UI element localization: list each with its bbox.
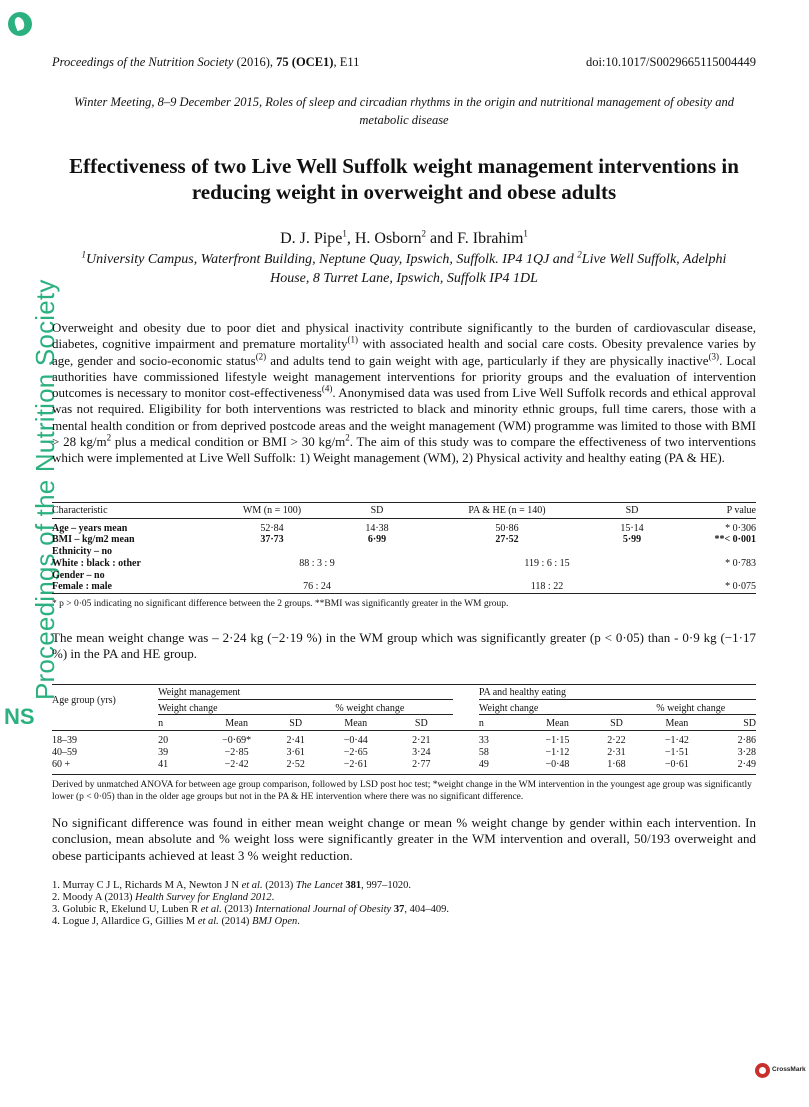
crossmark-label: CrossMark <box>772 1066 806 1073</box>
table2-column-header-row: n Mean SD Mean SD n Mean SD Mean SD <box>52 715 756 731</box>
table-row: 18–39 20 −0·69* 2·41 −0·44 2·21 33 −1·15 2·22 −1·42 2·86 <box>52 735 756 747</box>
abstract-paragraph-1: Overweight and obesity due to poor diet and physical inactivity contribute significantly to the burden of cardiovascular disease, diabetes, cognitive impairment and premature mortality$^{(1)}$ with associated health and social care costs. Obesity prevalence varies by age, gender and socio-economic status$^{(2)}$ and adults tend to gain weight with age, particularly if they are physically inactive$^{(3)}$. Local authorities have commissioned lifestyle weight management interventions for priority groups and the evaluation of intervention outcomes is necessary to monitor cost-effectiveness$^{(4)}$. Anonymised data was used from Live Well Suffolk records and ethical approval was not required. Eligibility for both interventions was restricted to black and minority ethnic groups, full time carers, those with a mental health condition or from deprived postcode areas and the weight management (WM) programme was limited to those with BMI > 28 $kg/m^2$ plus a medical condition or BMI > 30 $kg/m^2$. The aim of this study was to compare the effectiveness of two interventions which were implemented at Live Well Suffolk: 1) Weight management (WM), 2) Physical activity and healthy eating (PA & HE). <box>52 320 756 466</box>
reference-item: 1. Murray C J L, Richards M A, Newton J N et al. (2013) The Lancet 381, 997–1020. <box>52 880 412 891</box>
table2-subgroup-row: Weight change % weight change Weight change % weight change <box>52 699 756 715</box>
table1-header-row: Characteristic WM (n = 100) SD PA & HE (n = 140) SD P value <box>52 505 756 516</box>
sidebar-journal-name: Proceedings of the Nutrition Society <box>30 279 60 700</box>
references <box>52 880 756 928</box>
doi[interactable]: doi:10.1017/S0029665115004449 <box>585 55 756 69</box>
conclusion-paragraph: No significant difference was found in either mean weight change or mean % weight change by gender within each intervention. In conclusion, mean absolute and % weight loss were significantly greater in the WM intervention and overall, 50/193 overweight and obese participants achieved at least 3 % weight reduction. <box>52 815 756 863</box>
meeting-line: Winter Meeting, 8–9 December 2015, Roles of sleep and circadian rhythms in the origin and nutritional management of obesity and metabolic disease <box>74 95 734 127</box>
table1-footnote: * p > 0·05 indicating no significant difference between the 2 groups. **BMI was significantly greater in the WM group. <box>52 599 509 609</box>
table-row: Female : male 76 : 24 118 : 22 * 0·075 <box>52 581 756 593</box>
authors: D. J. Pipe$^1$, H. Osborn$^2$ and F. Ibrahim$^1$ <box>280 228 528 247</box>
results-paragraph: The mean weight change was – 2·24 kg (−2·19 %) in the WM group which was significantly greater (p < 0·05) than - 0·9 kg (−1·17 %) in the PA and HE group. <box>52 630 756 662</box>
table1 <box>52 505 756 593</box>
table2-top-rule <box>52 684 756 685</box>
table1-bottom-rule <box>52 593 756 594</box>
table2-group-row: Age group (yrs) Weight management PA and healthy eating <box>52 687 756 699</box>
table-row: Gender – no <box>52 569 105 581</box>
reference-item: 3. Golubic R, Ekelund U, Luben R et al. (2013) International Journal of Obesity 37, 404–409. <box>52 903 449 915</box>
reference-item: 4. Logue J, Allardice G, Gillies M et al. (2014) BMJ Open. <box>52 915 300 927</box>
table-row: Ethnicity – no <box>52 546 113 558</box>
ns-logo-icon: NS <box>4 704 35 729</box>
table2-footnote: Derived by unmatched ANOVA for between age group comparison, followed by LSD post hoc test; *weight change in the WM intervention in the youngest age group was significantly lower (p < 0·05) than in the older age groups but not in the PA & HE intervention where there was no significant difference. <box>52 780 752 802</box>
crossmark-badge[interactable] <box>755 1063 809 1079</box>
table2-bottom-rule <box>52 774 756 775</box>
table1-top-rule <box>52 502 756 503</box>
journal-sidebar <box>0 0 60 1107</box>
table2 <box>52 687 756 770</box>
crossmark-icon <box>755 1063 770 1078</box>
table-row: BMI – kg/m2 mean 37·73 6·99 27·52 5·99 **< 0·001 <box>52 534 756 546</box>
paper-title: Effectiveness of two Live Well Suffolk weight management interventions in reducing weight in overweight and obese adults <box>69 154 739 204</box>
reference-item: 2. Moody A (2013) Health Survey for England 2012. <box>52 891 275 903</box>
journal-citation: Proceedings of the Nutrition Society (2016), 75 (OCE1), E11 <box>52 55 360 69</box>
society-logo-icon <box>8 12 32 36</box>
table-row: 60 + 41 −2·42 2·52 −2·61 2·77 49 −0·48 1·68 −0·61 2·49 <box>52 758 756 770</box>
table-row: Age – years mean 52·84 14·38 50·86 15·14 * 0·306 <box>52 522 756 534</box>
table-row: 40–59 39 −2·85 3·61 −2·65 3·24 58 −1·12 2·31 −1·51 3·28 <box>52 746 756 758</box>
table-row: White : black : other 88 : 3 : 9 119 : 6 : 15 * 0·783 <box>52 557 756 569</box>
affiliations: $^1$University Campus, Waterfront Building, Neptune Quay, Ipswich, Suffolk. IP4 1QJ and $^2$Live Well Suffolk, Adelphi House, 8 Turret Lane, Ipswich, Suffolk IP4 1DL <box>81 249 727 286</box>
